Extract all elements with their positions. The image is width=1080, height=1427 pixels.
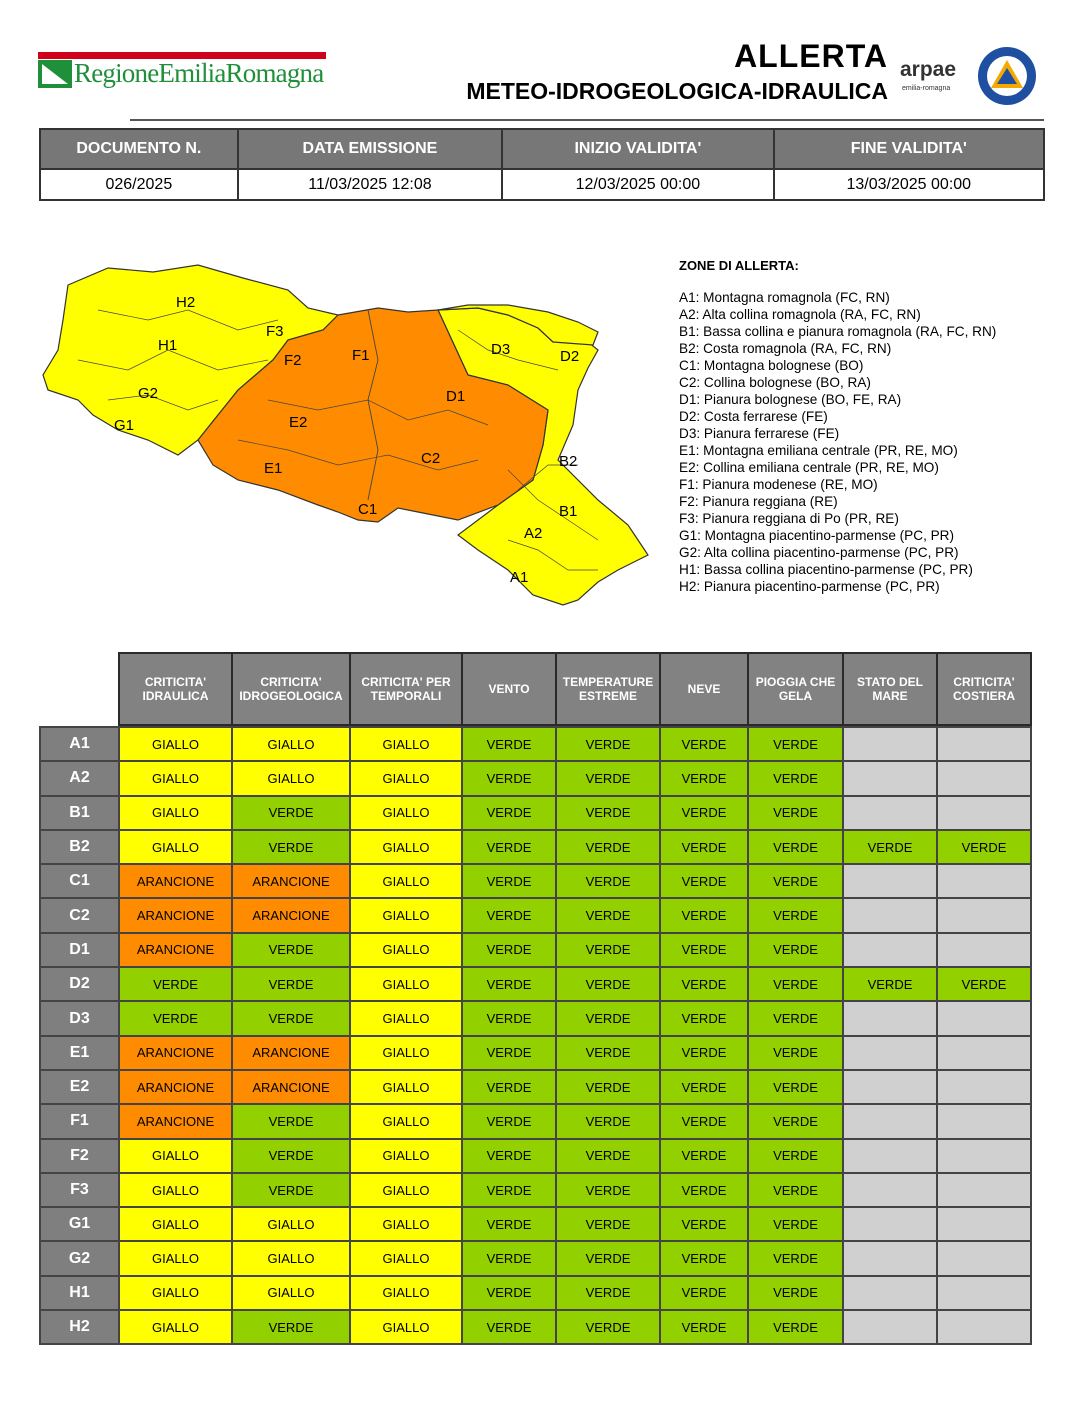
alert-level-cell	[937, 796, 1031, 830]
alert-level-cell: VERDE	[748, 761, 843, 795]
zone-item: E1: Montagna emiliana centrale (PR, RE, MO)	[679, 443, 958, 458]
zone-item: D3: Pianura ferrarese (FE)	[679, 426, 840, 441]
alert-level-cell: VERDE	[462, 1241, 556, 1275]
alert-level-cell: VERDE	[556, 1276, 660, 1310]
alert-level-cell: VERDE	[660, 830, 748, 864]
zones-title: ZONE DI ALLERTA:	[679, 258, 799, 273]
zone-item: B2: Costa romagnola (RA, FC, RN)	[679, 341, 892, 356]
alert-level-cell: VERDE	[660, 1036, 748, 1070]
alert-level-cell: GIALLO	[350, 830, 462, 864]
alert-level-cell	[937, 1276, 1031, 1310]
table-row	[40, 1173, 1031, 1207]
alert-level-cell	[937, 1310, 1031, 1344]
alert-level-cell: GIALLO	[232, 1276, 350, 1310]
alert-level-cell: VERDE	[660, 1104, 748, 1138]
alert-level-cell	[843, 761, 937, 795]
alert-header-blank	[40, 653, 119, 725]
table-row	[40, 933, 1031, 967]
alert-level-cell: GIALLO	[350, 864, 462, 898]
alert-level-cell: GIALLO	[350, 933, 462, 967]
zone-cell: H2	[40, 1310, 119, 1344]
alert-level-cell: VERDE	[660, 1001, 748, 1035]
alert-level-cell: VERDE	[462, 933, 556, 967]
alert-level-cell: VERDE	[462, 796, 556, 830]
alert-table	[39, 652, 1032, 1345]
zone-item: F1: Pianura modenese (RE, MO)	[679, 477, 878, 492]
zone-item: F2: Pianura reggiana (RE)	[679, 494, 838, 509]
alert-level-cell	[843, 1173, 937, 1207]
alert-level-cell: ARANCIONE	[232, 1070, 350, 1104]
zone-cell: G1	[40, 1207, 119, 1241]
alert-level-cell: VERDE	[660, 1276, 748, 1310]
alert-zone-map	[38, 250, 668, 612]
zone-cell: D3	[40, 1001, 119, 1035]
alert-level-cell: VERDE	[660, 761, 748, 795]
alert-level-cell: VERDE	[660, 1173, 748, 1207]
alert-level-cell: VERDE	[660, 864, 748, 898]
alert-column-header: CRITICITA' IDROGEOLOGICA	[232, 653, 350, 725]
alert-level-cell: VERDE	[462, 761, 556, 795]
alert-level-cell: GIALLO	[119, 1173, 232, 1207]
alert-level-cell: VERDE	[232, 830, 350, 864]
alert-column-header: PIOGGIA CHE GELA	[748, 653, 843, 725]
alert-level-cell: GIALLO	[350, 1070, 462, 1104]
alert-level-cell: ARANCIONE	[119, 1070, 232, 1104]
doc-value-inizio-validita: 12/03/2025 00:00	[502, 169, 773, 200]
zone-item: C1: Montagna bolognese (BO)	[679, 358, 864, 373]
alert-level-cell: VERDE	[748, 1036, 843, 1070]
alert-level-cell: VERDE	[748, 864, 843, 898]
table-row	[40, 1241, 1031, 1275]
alert-level-cell: VERDE	[232, 1104, 350, 1138]
zone-item: H2: Pianura piacentino-parmense (PC, PR)	[679, 579, 940, 594]
alert-level-cell: VERDE	[462, 1207, 556, 1241]
table-row	[40, 830, 1031, 864]
alert-level-cell	[843, 933, 937, 967]
alert-level-cell: VERDE	[556, 761, 660, 795]
zone-item: A1: Montagna romagnola (FC, RN)	[679, 290, 890, 305]
zone-cell: E1	[40, 1036, 119, 1070]
alert-level-cell: VERDE	[660, 1139, 748, 1173]
alert-level-cell: GIALLO	[350, 967, 462, 1001]
alert-level-cell: GIALLO	[350, 727, 462, 761]
map-label-a1: A1	[510, 569, 529, 586]
map-label-f1: F1	[352, 347, 370, 364]
alert-level-cell	[843, 727, 937, 761]
zone-item: G1: Montagna piacentino-parmense (PC, PR)	[679, 528, 955, 543]
table-row	[40, 898, 1031, 932]
alert-level-cell: VERDE	[556, 1001, 660, 1035]
alert-level-cell	[937, 1173, 1031, 1207]
zones-list	[679, 289, 996, 595]
alert-level-cell: VERDE	[937, 967, 1031, 1001]
alert-level-cell: VERDE	[462, 1139, 556, 1173]
arpae-logo	[900, 58, 972, 98]
alert-level-cell: VERDE	[748, 1173, 843, 1207]
alert-level-cell	[937, 1070, 1031, 1104]
alert-level-cell	[843, 898, 937, 932]
alert-level-cell: VERDE	[748, 1207, 843, 1241]
map-label-d2: D2	[560, 348, 580, 365]
alert-level-cell: VERDE	[462, 898, 556, 932]
alert-level-cell: VERDE	[462, 1173, 556, 1207]
table-row	[40, 761, 1031, 795]
zone-cell: D1	[40, 933, 119, 967]
alert-level-cell: GIALLO	[350, 1001, 462, 1035]
alert-level-cell: VERDE	[660, 1207, 748, 1241]
alert-level-cell	[843, 1310, 937, 1344]
alert-level-cell: VERDE	[556, 933, 660, 967]
alert-level-cell: ARANCIONE	[232, 898, 350, 932]
alert-level-cell: VERDE	[748, 1070, 843, 1104]
zone-item: H1: Bassa collina piacentino-parmense (PC, PR)	[679, 562, 973, 577]
alert-level-cell: GIALLO	[232, 727, 350, 761]
alert-level-cell: VERDE	[556, 1310, 660, 1344]
zone-item: B1: Bassa collina e pianura romagnola (RA, FC, RN)	[679, 324, 997, 339]
alert-column-header: TEMPERATURE ESTREME	[556, 653, 660, 725]
map-label-d3: D3	[491, 341, 511, 358]
alert-level-cell: GIALLO	[350, 1241, 462, 1275]
table-row	[40, 796, 1031, 830]
alert-level-cell: ARANCIONE	[119, 898, 232, 932]
alert-level-cell	[843, 1001, 937, 1035]
alert-level-cell: VERDE	[119, 1001, 232, 1035]
alert-level-cell: VERDE	[748, 1139, 843, 1173]
alert-level-cell: GIALLO	[350, 796, 462, 830]
alert-level-cell: GIALLO	[119, 761, 232, 795]
doc-header-inizio-validita: INIZIO VALIDITA'	[502, 129, 773, 169]
alert-level-cell: VERDE	[660, 898, 748, 932]
alert-level-cell: VERDE	[843, 830, 937, 864]
alert-level-cell: GIALLO	[350, 1173, 462, 1207]
alert-level-cell: GIALLO	[119, 1207, 232, 1241]
alert-level-cell: GIALLO	[350, 1207, 462, 1241]
zone-cell: E2	[40, 1070, 119, 1104]
map-label-f2: F2	[284, 352, 302, 369]
alert-level-cell: GIALLO	[232, 1241, 350, 1275]
alert-level-cell: VERDE	[660, 1241, 748, 1275]
alert-level-cell: VERDE	[556, 727, 660, 761]
alert-level-cell: ARANCIONE	[232, 1036, 350, 1070]
alert-level-cell: VERDE	[843, 967, 937, 1001]
alert-level-cell: VERDE	[119, 967, 232, 1001]
zone-cell: B1	[40, 796, 119, 830]
page-subtitle: METEO-IDROGEOLOGICA-IDRAULICA	[466, 78, 888, 104]
alert-level-cell: VERDE	[556, 1139, 660, 1173]
alert-level-cell: GIALLO	[350, 1104, 462, 1138]
arpae-brand: arpae	[900, 58, 957, 81]
table-row	[40, 967, 1031, 1001]
table-row	[40, 1207, 1031, 1241]
alert-level-cell: VERDE	[556, 1173, 660, 1207]
alert-level-cell: GIALLO	[232, 1207, 350, 1241]
zone-cell: D2	[40, 967, 119, 1001]
alert-column-header: NEVE	[660, 653, 748, 725]
alert-level-cell: VERDE	[232, 1001, 350, 1035]
alert-level-cell: VERDE	[748, 830, 843, 864]
alert-level-cell: VERDE	[937, 830, 1031, 864]
map-label-c2: C2	[421, 450, 441, 467]
zone-cell: F3	[40, 1173, 119, 1207]
alert-level-cell: VERDE	[556, 1070, 660, 1104]
alert-level-cell: VERDE	[556, 864, 660, 898]
alert-level-cell: VERDE	[748, 933, 843, 967]
map-label-f3: F3	[266, 323, 284, 340]
alert-level-cell: GIALLO	[350, 1036, 462, 1070]
alert-level-cell: VERDE	[462, 1310, 556, 1344]
alert-level-cell: VERDE	[748, 1241, 843, 1275]
alert-level-cell: VERDE	[748, 1276, 843, 1310]
alert-column-header: CRITICITA' IDRAULICA	[119, 653, 232, 725]
arpae-sub: emilia-romagna	[902, 85, 951, 92]
alert-level-cell	[937, 1207, 1031, 1241]
zone-cell: F1	[40, 1104, 119, 1138]
alert-level-cell: VERDE	[462, 967, 556, 1001]
alert-level-cell: VERDE	[556, 1241, 660, 1275]
alert-level-cell: VERDE	[462, 1001, 556, 1035]
alert-level-cell	[843, 864, 937, 898]
table-row	[40, 1104, 1031, 1138]
alert-level-cell: VERDE	[556, 796, 660, 830]
alert-level-cell	[937, 1104, 1031, 1138]
alert-level-cell	[843, 1207, 937, 1241]
page-title: ALLERTA	[734, 38, 888, 74]
alert-level-cell: VERDE	[556, 1036, 660, 1070]
alert-level-cell: GIALLO	[350, 1276, 462, 1310]
alert-level-cell: GIALLO	[119, 1139, 232, 1173]
alert-level-cell: GIALLO	[119, 830, 232, 864]
map-label-g2: G2	[138, 385, 159, 402]
alert-level-cell: GIALLO	[350, 1139, 462, 1173]
alert-level-cell	[937, 933, 1031, 967]
alert-level-cell: VERDE	[556, 1104, 660, 1138]
alert-level-cell	[843, 1139, 937, 1173]
alert-column-header: STATO DEL MARE	[843, 653, 937, 725]
alert-level-cell: VERDE	[232, 933, 350, 967]
doc-value-fine-validita: 13/03/2025 00:00	[774, 169, 1044, 200]
table-row	[40, 1001, 1031, 1035]
alert-level-cell: GIALLO	[119, 1241, 232, 1275]
alert-level-cell	[937, 1139, 1031, 1173]
map-label-h1: H1	[158, 337, 178, 354]
alert-level-cell: VERDE	[660, 967, 748, 1001]
alert-level-cell: VERDE	[748, 1001, 843, 1035]
alert-level-cell	[843, 796, 937, 830]
alert-level-cell: VERDE	[748, 727, 843, 761]
doc-header-fine-validita: FINE VALIDITA'	[774, 129, 1044, 169]
alert-level-cell: VERDE	[660, 727, 748, 761]
map-label-b2: B2	[559, 453, 578, 470]
alert-level-cell: VERDE	[748, 1104, 843, 1138]
alert-level-cell: VERDE	[748, 796, 843, 830]
protezione-civile-seal-icon	[977, 46, 1037, 106]
zone-item: A2: Alta collina romagnola (RA, FC, RN)	[679, 307, 921, 322]
table-row	[40, 864, 1031, 898]
zone-item: C2: Collina bolognese (BO, RA)	[679, 375, 871, 390]
alert-level-cell	[937, 1036, 1031, 1070]
alert-column-header: CRITICITA' PER TEMPORALI	[350, 653, 462, 725]
alert-level-cell: VERDE	[232, 967, 350, 1001]
alert-level-cell	[843, 1241, 937, 1275]
alert-level-cell: VERDE	[556, 898, 660, 932]
alert-level-cell: ARANCIONE	[232, 864, 350, 898]
alert-level-cell: VERDE	[660, 796, 748, 830]
alert-level-cell: ARANCIONE	[119, 933, 232, 967]
zone-cell: C1	[40, 864, 119, 898]
zone-item: E2: Collina emiliana centrale (PR, RE, MO)	[679, 460, 939, 475]
alert-level-cell: GIALLO	[350, 761, 462, 795]
zone-cell: A1	[40, 727, 119, 761]
alert-level-cell	[937, 1241, 1031, 1275]
alert-column-header: VENTO	[462, 653, 556, 725]
document-info-table	[39, 128, 1045, 201]
alert-level-cell: VERDE	[232, 1139, 350, 1173]
logo-text: RegioneEmiliaRomagna	[74, 58, 324, 88]
zone-item: D2: Costa ferrarese (FE)	[679, 409, 828, 424]
alert-level-cell: VERDE	[748, 967, 843, 1001]
alert-level-cell: VERDE	[462, 864, 556, 898]
alert-column-header: CRITICITA' COSTIERA	[937, 653, 1031, 725]
zone-cell: B2	[40, 830, 119, 864]
table-row	[40, 727, 1031, 761]
zone-cell: C2	[40, 898, 119, 932]
table-row	[40, 1070, 1031, 1104]
alert-level-cell: VERDE	[462, 830, 556, 864]
alert-level-cell: VERDE	[232, 1310, 350, 1344]
alert-level-cell: VERDE	[748, 1310, 843, 1344]
alert-level-cell: VERDE	[462, 1104, 556, 1138]
zone-cell: G2	[40, 1241, 119, 1275]
alert-level-cell	[937, 727, 1031, 761]
alert-level-cell	[843, 1070, 937, 1104]
alert-level-cell: GIALLO	[119, 727, 232, 761]
header-divider	[130, 119, 1044, 121]
map-label-b1: B1	[559, 503, 578, 520]
zone-cell: F2	[40, 1139, 119, 1173]
regione-logo	[38, 52, 326, 92]
alert-level-cell: VERDE	[462, 1276, 556, 1310]
alert-level-cell: VERDE	[232, 1173, 350, 1207]
table-row	[40, 1276, 1031, 1310]
doc-value-documento: 026/2025	[40, 169, 238, 200]
alert-level-cell: GIALLO	[350, 1310, 462, 1344]
alert-level-cell: GIALLO	[119, 1310, 232, 1344]
alert-level-cell: GIALLO	[232, 761, 350, 795]
alert-level-cell	[843, 1104, 937, 1138]
map-label-h2: H2	[176, 294, 196, 311]
alert-level-cell: ARANCIONE	[119, 864, 232, 898]
logo-flag-icon	[38, 60, 72, 88]
doc-header-documento: DOCUMENTO N.	[40, 129, 238, 169]
alert-level-cell	[937, 898, 1031, 932]
map-label-d1: D1	[446, 388, 466, 405]
alert-level-cell	[937, 761, 1031, 795]
zone-cell: H1	[40, 1276, 119, 1310]
alert-level-cell: GIALLO	[119, 1276, 232, 1310]
zone-item: G2: Alta collina piacentino-parmense (PC, PR)	[679, 545, 959, 560]
table-row	[40, 1139, 1031, 1173]
alert-level-cell	[843, 1276, 937, 1310]
zone-cell: A2	[40, 761, 119, 795]
alert-level-cell: VERDE	[462, 1036, 556, 1070]
zone-item: F3: Pianura reggiana di Po (PR, RE)	[679, 511, 899, 526]
alert-level-cell: VERDE	[748, 898, 843, 932]
alert-level-cell: ARANCIONE	[119, 1104, 232, 1138]
table-row	[40, 1310, 1031, 1344]
map-label-e1: E1	[264, 460, 283, 477]
alert-level-cell: VERDE	[556, 1207, 660, 1241]
alert-level-cell: VERDE	[462, 727, 556, 761]
alert-level-cell: VERDE	[232, 796, 350, 830]
alert-level-cell: VERDE	[660, 1310, 748, 1344]
table-row	[40, 1036, 1031, 1070]
doc-value-data-emissione: 11/03/2025 12:08	[238, 169, 502, 200]
map-label-a2: A2	[524, 525, 543, 542]
alert-level-cell	[843, 1036, 937, 1070]
map-label-c1: C1	[358, 501, 378, 518]
alert-level-cell	[937, 864, 1031, 898]
zone-item: D1: Pianura bolognese (BO, FE, RA)	[679, 392, 902, 407]
alert-level-cell: VERDE	[556, 967, 660, 1001]
alert-level-cell: ARANCIONE	[119, 1036, 232, 1070]
alert-level-cell: VERDE	[660, 933, 748, 967]
alert-level-cell: GIALLO	[119, 796, 232, 830]
map-label-g1: G1	[114, 417, 135, 434]
alert-level-cell: VERDE	[556, 830, 660, 864]
doc-header-data-emissione: DATA EMISSIONE	[238, 129, 502, 169]
alert-level-cell: GIALLO	[350, 898, 462, 932]
map-label-e2: E2	[289, 414, 308, 431]
alert-level-cell: VERDE	[462, 1070, 556, 1104]
alert-level-cell: VERDE	[660, 1070, 748, 1104]
alert-level-cell	[937, 1001, 1031, 1035]
